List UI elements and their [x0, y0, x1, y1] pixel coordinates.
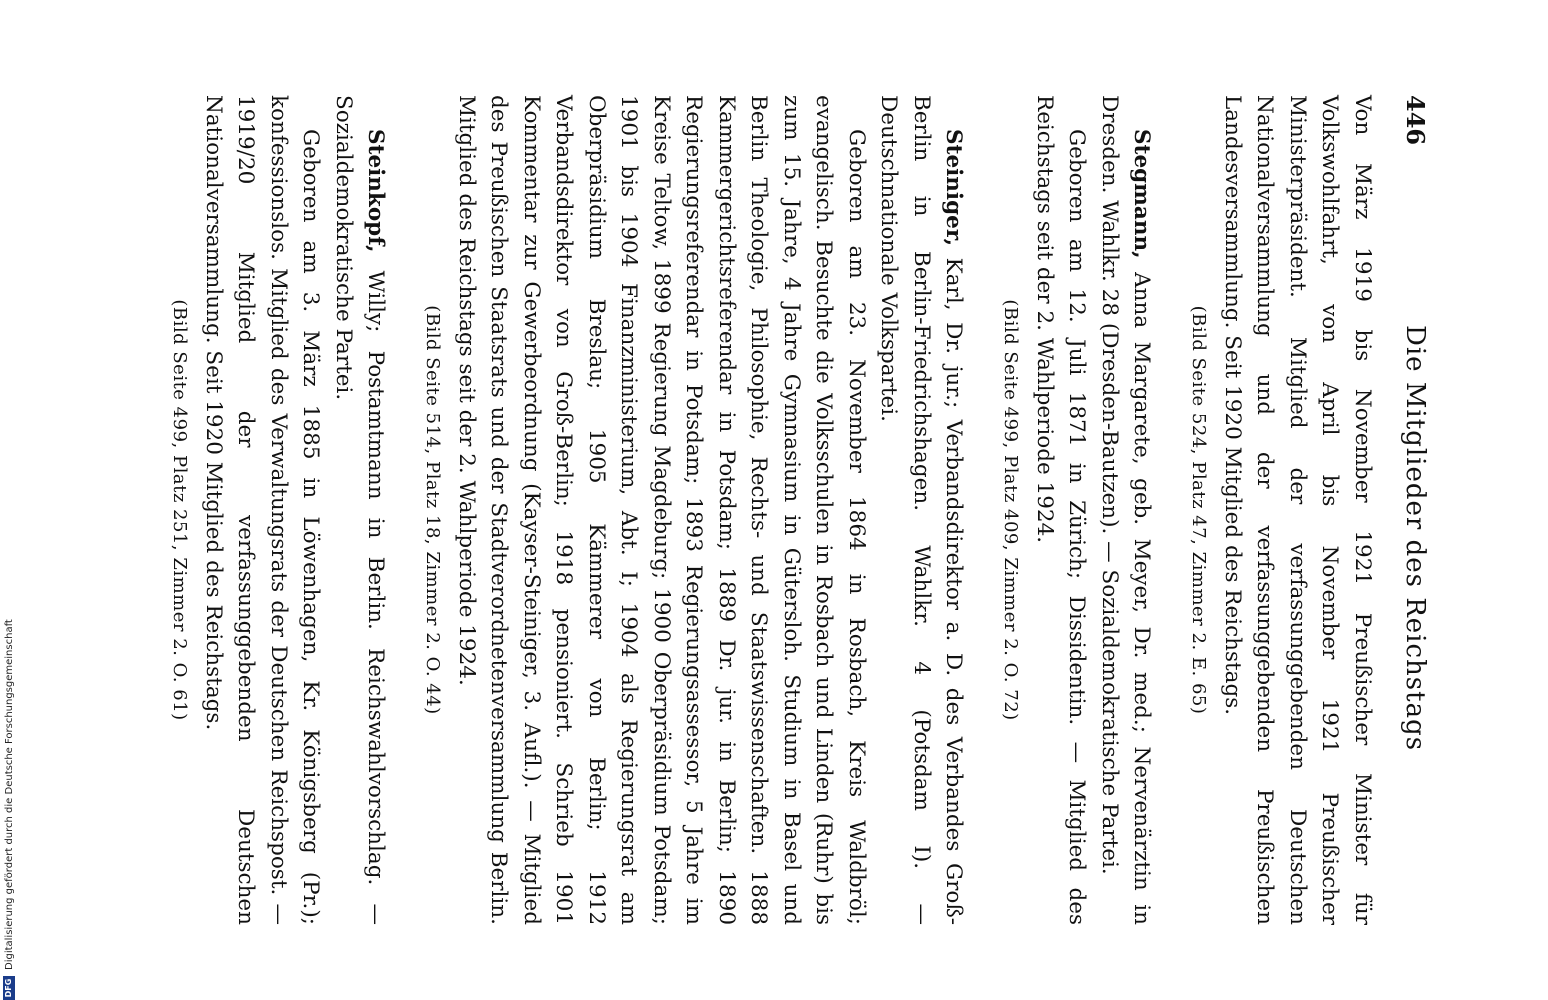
- digitization-credit: [2, 550, 16, 1000]
- entry-intro-text: Karl, Dr. jur.; Verbandsdirektor a. D. des Verbandes Groß-Berlin in Berlin-Friedrichshagen. Wahlkr. 4 (Potsdam I). — Deutschnationale Volkspartei.: [876, 95, 967, 925]
- entry-stegmann: [996, 95, 1158, 925]
- dfg-logo: DFG: [3, 976, 15, 1000]
- entry-reference: (Bild Seite 499, Platz 409, Zimmer 2. O. 72): [1000, 299, 1022, 721]
- entry-body: Geboren am 3. März 1885 in Löwenhagen, Kr. Königsberg (Pr.); konfessionslos. Mitglied des Verwaltungsrats der Deutschen Reichspost. — 1919/20 Mitglied der verfassunggebenden Deutschen Nationalversammlung. Seit 1920 Mitglied des Reichstags.: [201, 95, 324, 925]
- entry-name: Steinkopf,: [363, 129, 389, 253]
- page-number: 446: [1401, 95, 1430, 146]
- entry-body: Geboren am 12. Juli 1871 in Zürich; Dissidentin. — Mitglied des Reichstags seit der 2. Wahlperiode 1924.: [1032, 95, 1090, 925]
- running-title: Die Mitglieder des Reichstags: [1400, 325, 1430, 752]
- entry-intro: [327, 95, 392, 925]
- entry-text: Von März 1919 bis November 1921 Preußischer Minister für Volkswohlfahrt, von April bis November 1921 Preußischer Ministerpräsident. Mitglied der verfassunggebenden Deutschen Nationalversammlung und der verfassunggebenden Preußischen Landesversammlung. Seit 1920 Mitglied des Reichstags.: [1220, 95, 1375, 925]
- entry-reference: (Bild Seite 524, Platz 47, Zimmer 2. E. 65): [1188, 305, 1210, 715]
- entry-continuation: [1184, 95, 1379, 925]
- entry-steiniger: [418, 95, 970, 925]
- credit-text: Digitalisierung gefördert durch die Deutsche Forschungsgemeinschaft: [3, 619, 15, 970]
- entry-body: Geboren am 23. November 1864 in Rosbach, Kreis Waldbröl; evangelisch. Besuchte die Volksschulen in Rosbach und Linden (Ruhr) bis zum 15. Jahre, 4 Jahre Gymnasium in Gütersloh. Studium in Basel und Berlin Theologie, Philosophie, Rechts- und Staatswissenschaften. 1888 Kammergerichtsreferendar in Potsdam; 1889 Dr. jur. in Berlin; 1890 Regierungsreferendar in Potsdam; 1893 Regierungsassessor, 5 Jahre im Kreise Teltow, 1899 Regierung Magdeburg; 1900 Oberpräsidium Potsdam; 1901 bis 1904 Finanzministerium, Abt. I; 1904 als Regierungsrat am Oberpräsidium Breslau; 1905 Kämmerer von Berlin; 1912 Verbandsdirektor von Groß-Berlin; 1918 pensioniert. Schrieb 1901 Kommentar zur Gewerbeordnung (Kayser-Steiniger, 3. Aufl.). — Mitglied des Preußischen Staatsrats und der Stadtverordnetenversammlung Berlin. Mitglied des Reichstags seit der 2. Wahlperiode 1924.: [454, 95, 869, 925]
- entry-intro: [1093, 95, 1158, 925]
- entry-steinkopf: [165, 95, 392, 925]
- entry-reference: (Bild Seite 499, Platz 251, Zimmer 2. O. 61): [169, 299, 191, 721]
- running-head: [1390, 95, 1430, 925]
- rotated-page-content: [130, 95, 1430, 925]
- entry-name: Stegmann,: [1129, 129, 1155, 259]
- entry-intro-text: Willy; Postamtmann in Berlin. Reichswahlvorschlag. — Sozialdemokratische Partei.: [331, 95, 389, 926]
- entry-name: Steiniger,: [941, 129, 967, 247]
- entry-intro: [872, 95, 970, 925]
- entry-reference: (Bild Seite 514, Platz 18, Zimmer 2. O. 44): [422, 305, 444, 715]
- entry-intro-text: Anna Margarete, geb. Meyer, Dr. med.; Nervenärztin in Dresden. Wahlkr. 28 (Dresden-Bautzen). — Sozialdemokratische Partei.: [1097, 95, 1155, 925]
